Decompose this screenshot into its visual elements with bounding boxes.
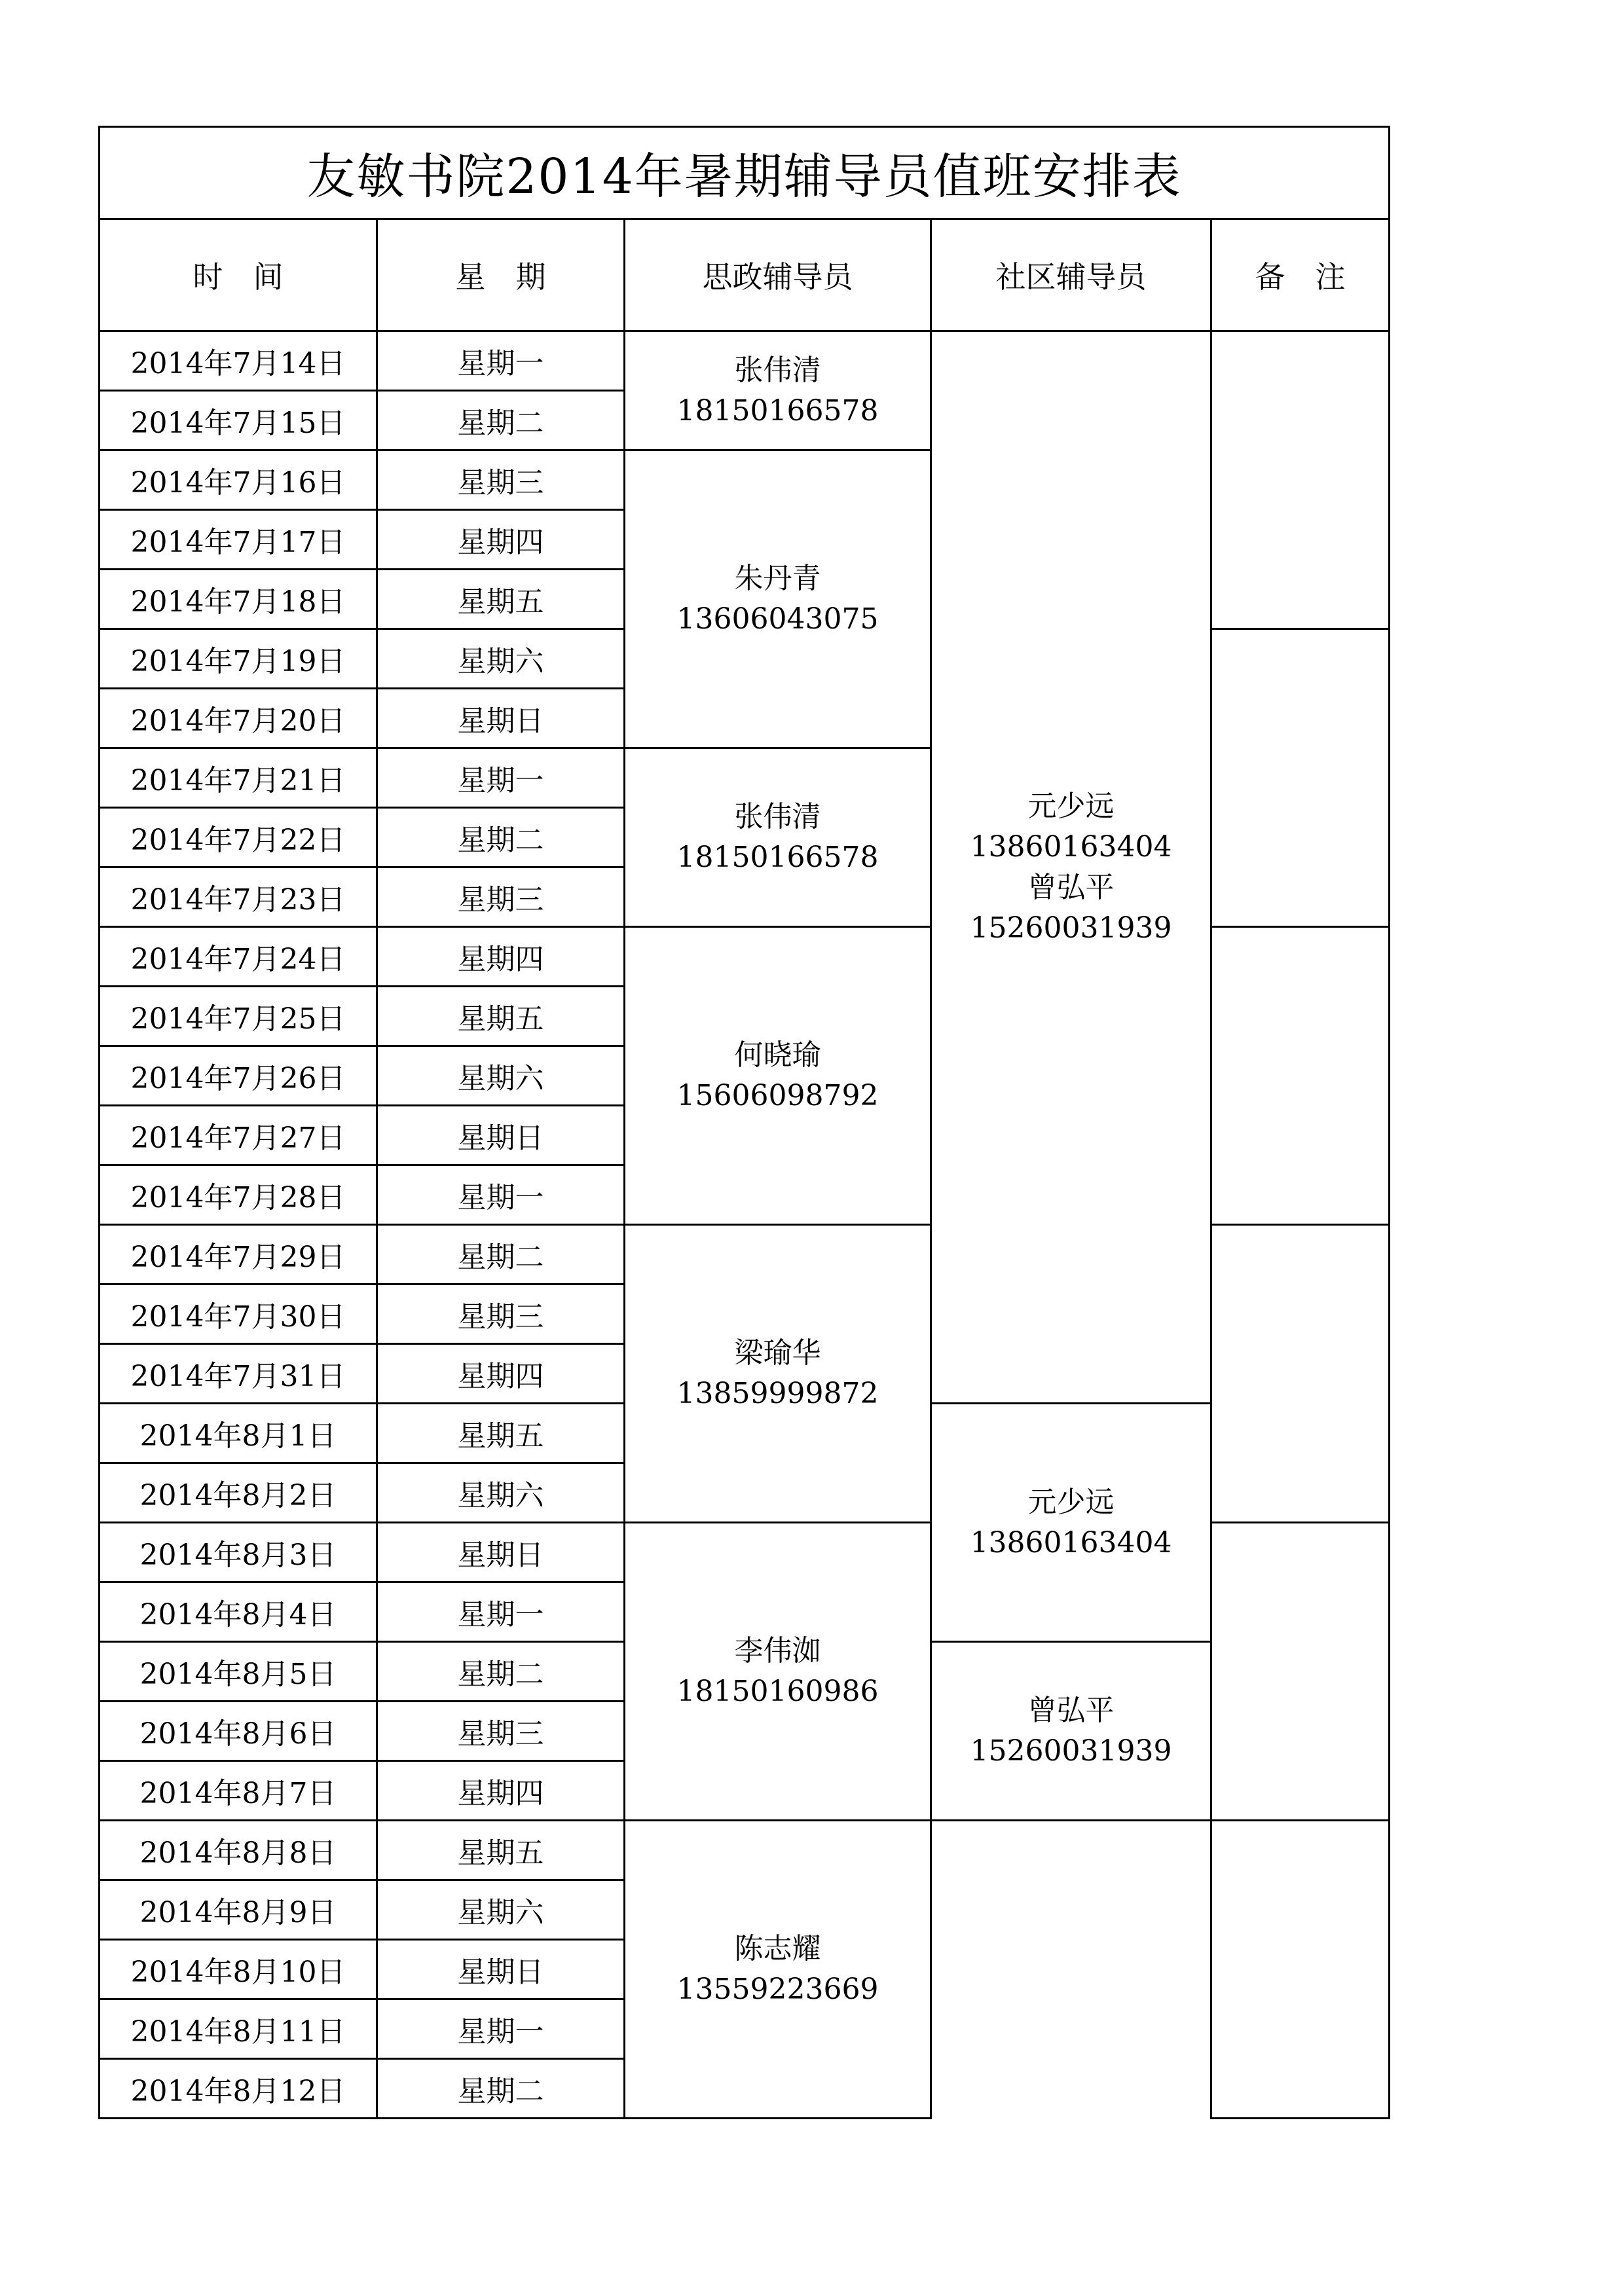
header-time: 时 间: [100, 219, 377, 331]
date-cell: 2014年7月31日: [100, 1344, 377, 1404]
weekday-cell: 星期五: [377, 1821, 625, 1880]
weekday-cell: 星期二: [377, 808, 625, 867]
date-cell: 2014年8月6日: [100, 1702, 377, 1761]
weekday-cell: 星期日: [377, 1940, 625, 1999]
weekday-cell: 星期二: [377, 391, 625, 450]
duty-schedule-table: [98, 126, 1390, 2119]
date-cell: 2014年7月24日: [100, 927, 377, 987]
political-counselor-cell: [625, 927, 931, 1225]
weekday-cell: 星期三: [377, 1285, 625, 1344]
date-cell: 2014年8月11日: [100, 1999, 377, 2059]
date-cell: 2014年8月9日: [100, 1880, 377, 1940]
weekday-cell: 星期六: [377, 1880, 625, 1940]
date-cell: 2014年7月27日: [100, 1106, 377, 1165]
weekday-cell: 星期二: [377, 1225, 625, 1285]
weekday-cell: 星期五: [377, 1404, 625, 1463]
weekday-cell: 星期日: [377, 1106, 625, 1165]
counselor-phone: 15260031939: [970, 1734, 1172, 1768]
date-cell: 2014年8月5日: [100, 1642, 377, 1702]
weekday-cell: 星期三: [377, 450, 625, 510]
date-cell: 2014年8月3日: [100, 1523, 377, 1582]
date-cell: 2014年7月30日: [100, 1285, 377, 1344]
remarks-cell: [1211, 1821, 1390, 2119]
date-cell: 2014年8月10日: [100, 1940, 377, 1999]
date-cell: 2014年8月7日: [100, 1761, 377, 1821]
counselor-name: 曾弘平: [1027, 870, 1115, 904]
weekday-cell: 星期六: [377, 629, 625, 689]
weekday-cell: 星期一: [377, 1582, 625, 1642]
counselor-phone: 18150166578: [676, 393, 879, 428]
counselor-phone: 15260031939: [970, 911, 1172, 945]
weekday-cell: 星期四: [377, 1344, 625, 1404]
date-cell: 2014年7月19日: [100, 629, 377, 689]
counselor-phone: 13606043075: [676, 602, 879, 636]
political-counselor-cell: [625, 748, 931, 927]
weekday-cell: 星期六: [377, 1046, 625, 1106]
counselor-phone: 18150160986: [676, 1675, 879, 1708]
counselor-phone: 18150166578: [676, 841, 879, 874]
counselor-phone: 15606098792: [676, 1079, 879, 1112]
date-cell: 2014年7月18日: [100, 570, 377, 629]
weekday-cell: 星期二: [377, 1642, 625, 1702]
date-cell: 2014年8月1日: [100, 1404, 377, 1463]
weekday-cell: 星期二: [377, 2059, 625, 2119]
table-row: [100, 331, 1390, 391]
counselor-name: 梁瑜华: [734, 1336, 821, 1370]
counselor-name: 朱丹青: [734, 562, 821, 595]
political-counselor-cell: [625, 1523, 931, 1821]
counselor-phone: 13859999872: [676, 1377, 879, 1410]
weekday-cell: 星期一: [377, 1165, 625, 1225]
date-cell: 2014年7月22日: [100, 808, 377, 867]
weekday-cell: 星期四: [377, 1761, 625, 1821]
counselor-name: 张伟清: [734, 353, 821, 387]
date-cell: 2014年7月26日: [100, 1046, 377, 1106]
remarks-cell: [1211, 331, 1390, 629]
weekday-cell: 星期一: [377, 748, 625, 808]
community-counselor-cell: [931, 1821, 1211, 2119]
table-row: [100, 1821, 1390, 1880]
political-counselor-cell: [625, 331, 931, 450]
table-title: 友敏书院2014年暑期辅导员值班安排表: [100, 127, 1390, 219]
weekday-cell: 星期日: [377, 689, 625, 748]
date-cell: 2014年7月29日: [100, 1225, 377, 1285]
weekday-cell: 星期日: [377, 1523, 625, 1582]
counselor-name: 张伟清: [734, 800, 821, 833]
political-counselor-cell: [625, 1821, 931, 2119]
date-cell: 2014年7月25日: [100, 987, 377, 1046]
date-cell: 2014年7月20日: [100, 689, 377, 748]
weekday-cell: 星期三: [377, 1702, 625, 1761]
date-cell: 2014年8月12日: [100, 2059, 377, 2119]
header-weekday: 星 期: [377, 219, 625, 331]
counselor-name: 曾弘平: [1027, 1694, 1115, 1727]
date-cell: 2014年8月2日: [100, 1463, 377, 1523]
community-counselor-cell: [931, 1642, 1211, 1821]
date-cell: 2014年7月17日: [100, 510, 377, 570]
header-political-counselor: 思政辅导员: [625, 219, 931, 331]
counselor-name: 元少远: [1027, 1485, 1115, 1519]
counselor-phone: 13860163404: [970, 829, 1172, 864]
weekday-cell: 星期一: [377, 331, 625, 391]
counselor-name: 元少远: [1027, 789, 1115, 823]
date-cell: 2014年7月28日: [100, 1165, 377, 1225]
community-counselor-cell: [931, 1404, 1211, 1642]
weekday-cell: 星期三: [377, 867, 625, 927]
weekday-cell: 星期五: [377, 570, 625, 629]
date-cell: 2014年7月21日: [100, 748, 377, 808]
remarks-cell: [1211, 1225, 1390, 1523]
political-counselor-cell: [625, 450, 931, 748]
counselor-name: 陈志耀: [734, 1932, 821, 1965]
date-cell: 2014年7月16日: [100, 450, 377, 510]
date-cell: 2014年7月14日: [100, 331, 377, 391]
header-community-counselor: 社区辅导员: [931, 219, 1211, 331]
political-counselor-cell: [625, 1225, 931, 1523]
date-cell: 2014年7月23日: [100, 867, 377, 927]
header-remarks: 备 注: [1211, 219, 1390, 331]
counselor-phone: 13860163404: [970, 1525, 1172, 1559]
counselor-name: 李伟洳: [734, 1634, 821, 1667]
date-cell: 2014年8月4日: [100, 1582, 377, 1642]
date-cell: 2014年7月15日: [100, 391, 377, 450]
weekday-cell: 星期六: [377, 1463, 625, 1523]
weekday-cell: 星期四: [377, 510, 625, 570]
counselor-phone: 13559223669: [676, 1973, 879, 2006]
community-counselor-cell: [931, 331, 1211, 1404]
weekday-cell: 星期五: [377, 987, 625, 1046]
weekday-cell: 星期一: [377, 1999, 625, 2059]
remarks-cell: [1211, 629, 1390, 927]
weekday-cell: 星期四: [377, 927, 625, 987]
counselor-name: 何晓瑜: [734, 1038, 821, 1072]
date-cell: 2014年8月8日: [100, 1821, 377, 1880]
remarks-cell: [1211, 1523, 1390, 1821]
remarks-cell: [1211, 927, 1390, 1225]
